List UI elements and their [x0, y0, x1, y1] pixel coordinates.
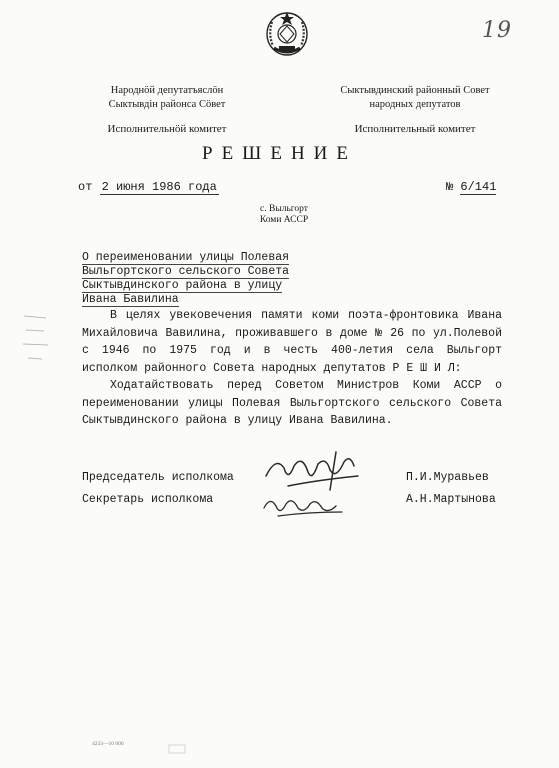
body-paragraph-1: В целях увековечения памяти коми поэта-фронтовика Ивана Михайловича Вавилина, проживавшего в доме № 26 по ул.Полевой с 1946 по 1975 год и в честь 400-летия села Выльгорт исполком районного Совета народных депутатов Р Е Ш И Л:: [82, 309, 502, 375]
header-komi-line2: Сыктывдін районса Сӧвет: [108, 99, 226, 110]
number-value: 6/141: [460, 180, 497, 194]
date-prefix: от: [78, 180, 93, 194]
subject-line: Ивана Бавилина: [82, 293, 179, 306]
body-paragraph-2: Ходатайствовать перед Советом Министров Коми АССР о переименовании улицы Полевая Выльгортского сельского Совета Сыктывдинского района в улицу Ивана Вавилина.: [82, 379, 502, 427]
subject-line: Выльгортского сельского Совета: [82, 265, 290, 278]
number-prefix: №: [446, 180, 454, 194]
chair-label: Председатель исполкома: [82, 471, 234, 484]
header-russian-line2: народных депутатов: [369, 99, 461, 110]
subject-line: Сыктывдинского района в улицу: [82, 279, 283, 292]
date-value: 2 июня 1986 года: [101, 180, 217, 194]
print-run-footer: 4233—10 000: [92, 741, 124, 747]
document-title: РЕШЕНИЕ: [202, 143, 357, 164]
header-komi-line1: Народнӧй депутатъяслӧн: [110, 85, 224, 96]
state-emblem-icon: [264, 8, 310, 58]
chair-name: П.И.Муравьев: [406, 471, 489, 484]
header-russian-dept: Исполнительный комитет: [354, 123, 476, 135]
secretary-name: А.Н.Мартынова: [406, 493, 496, 506]
handwritten-page-number: 19: [482, 18, 512, 43]
decision-body: [82, 307, 502, 430]
header-russian: [320, 84, 510, 136]
subject-line: О переименовании улицы Полевая: [82, 251, 290, 264]
margin-pencil-marks: [20, 310, 52, 370]
decision-number: [446, 180, 496, 194]
header-komi: [92, 84, 242, 136]
place-line2: Коми АССР: [259, 215, 309, 225]
header-russian-line1: Сыктывдинский районный Совет: [340, 85, 490, 96]
secretary-signature: [258, 490, 348, 522]
header-komi-dept: Исполнительнӧй комитет: [107, 123, 227, 135]
place-line1: с. Выльгорт: [260, 204, 308, 214]
faint-stamp-icon: [168, 744, 186, 754]
chair-signature: [258, 446, 368, 494]
place-of-issue: [244, 204, 324, 226]
decision-date: [78, 180, 219, 194]
secretary-label: Секретарь исполкома: [82, 493, 214, 506]
decision-subject: [82, 251, 342, 307]
